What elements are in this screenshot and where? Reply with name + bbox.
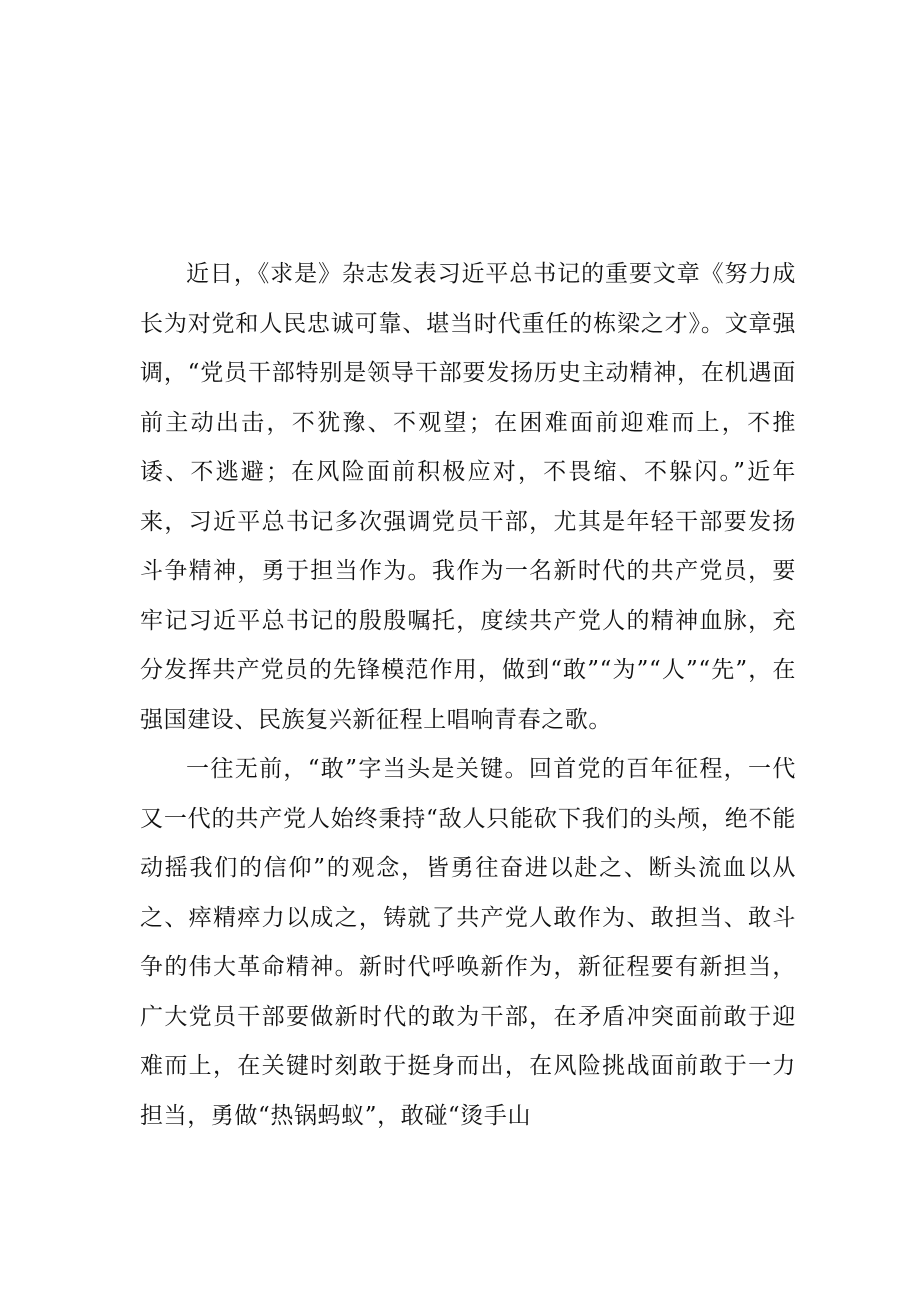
paragraph-dare: 一往无前，“敢”字当头是关键。回首党的百年征程，一代又一代的共产党人始终秉持“敌人只能砍下我们的头颅，绝不能动摇我们的信仰”的观念，皆勇往奋进以赴之、断头流血以从之、瘁精瘁力以成之，铸就了共产党人敢作为、敢担当、敢斗争的伟大革命精神。新时代呼唤新作为，新征程要有新担当，广大党员干部要做新时代的敢为干部，在矛盾冲突面前敢于迎难而上，在关键时刻敢于挺身而出，在风险挑战面前敢于一力担当，勇做“热锅蚂蚁”，敢碰“烫手山 bbox=[140, 756, 796, 1129]
paragraph-intro: 近日，《求是》杂志发表习近平总书记的重要文章《努力成长为对党和人民忠诚可靠、堪当时代重任的栋梁之才》。文章强调，“党员干部特别是领导干部要发扬历史主动精神，在机遇面前主动出击，不犹豫、不观望；在困难面前迎难而上，不推诿、不逃避；在风险面前积极应对，不畏缩、不躲闪。”近年来，习近平总书记多次强调党员干部，尤其是年轻干部要发扬斗争精神，勇于担当作为。我作为一名新时代的共产党员，要牢记习近平总书记的殷殷嘱托，度续共产党人的精神血脉，充分发挥共产党员的先锋模范作用，做到“敢”“为”“人”“先”，在强国建设、民族复兴新征程上唱响青春之歌。 bbox=[140, 261, 796, 733]
document-body bbox=[140, 250, 796, 1141]
